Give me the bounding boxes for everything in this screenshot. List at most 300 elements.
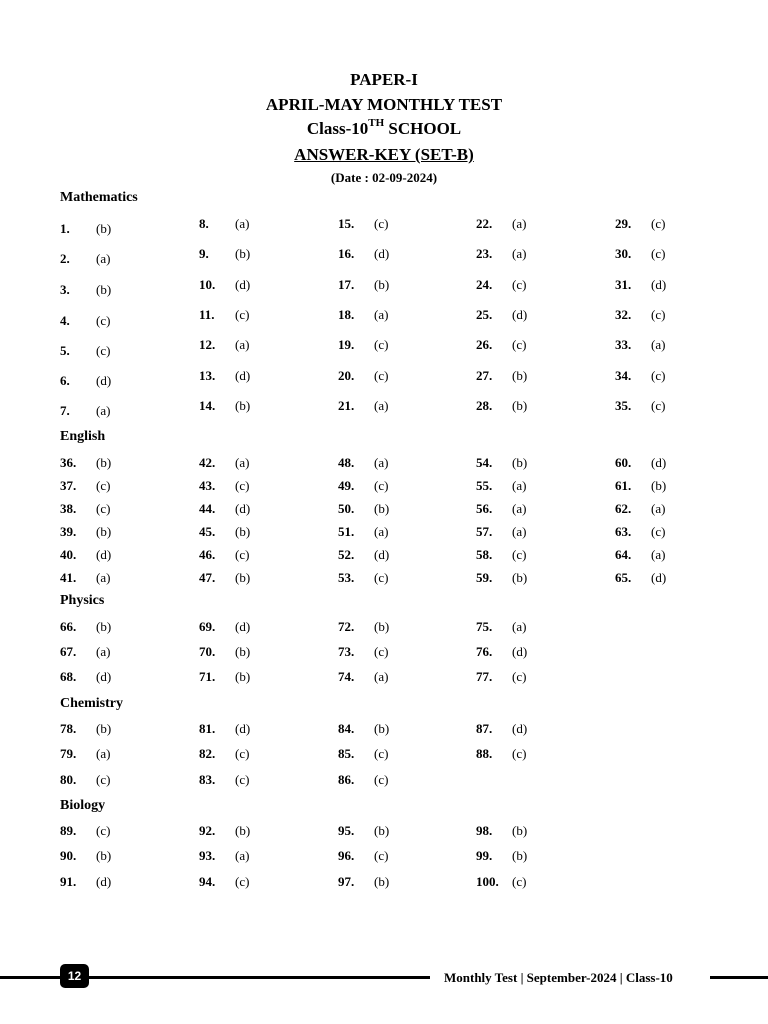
question-number: 1. <box>60 221 70 236</box>
answer-option: (a) <box>96 403 111 418</box>
question-number: 67. <box>60 644 77 659</box>
answer-key-label: ANSWER-KEY (SET-B) <box>294 145 474 164</box>
question-number: 33. <box>615 337 632 352</box>
answer-item <box>199 246 251 262</box>
question-number: 51. <box>338 524 355 539</box>
answer-item <box>476 823 528 839</box>
answer-item <box>338 277 390 293</box>
answer-item <box>199 874 250 890</box>
question-number: 65. <box>615 570 632 585</box>
answer-option: (d) <box>374 547 390 562</box>
answer-item <box>476 368 528 384</box>
answer-option: (b) <box>374 874 390 889</box>
answer-item <box>476 746 527 762</box>
answer-item <box>615 547 666 563</box>
answer-item <box>476 277 527 293</box>
answer-option: (c) <box>374 216 389 231</box>
answer-item <box>615 337 666 353</box>
answer-option: (d) <box>651 455 667 470</box>
date-line: (Date : 02-09-2024) <box>330 170 438 185</box>
answer-option: (c) <box>235 746 250 761</box>
answer-option: (b) <box>374 277 390 292</box>
answer-option: (b) <box>96 282 112 297</box>
answer-option: (c) <box>235 307 250 322</box>
test-name: APRIL-MAY MONTHLY TEST <box>265 95 503 114</box>
answer-item <box>60 721 112 737</box>
answer-item <box>615 307 666 323</box>
question-number: 63. <box>615 524 632 539</box>
answer-item <box>476 570 528 586</box>
question-number: 71. <box>199 669 216 684</box>
question-number: 100. <box>476 874 499 889</box>
answer-item <box>60 644 111 660</box>
answer-item <box>60 501 111 517</box>
question-number: 38. <box>60 501 77 516</box>
answer-item <box>476 524 527 540</box>
answer-option: (a) <box>374 455 389 470</box>
question-number: 41. <box>60 570 77 585</box>
question-number: 92. <box>199 823 216 838</box>
question-number: 43. <box>199 478 216 493</box>
answer-option: (d) <box>96 669 112 684</box>
question-number: 74. <box>338 669 355 684</box>
answer-option: (c) <box>651 307 666 322</box>
question-number: 26. <box>476 337 493 352</box>
answer-item <box>338 746 389 762</box>
answer-option: (c) <box>96 478 111 493</box>
answer-item <box>60 221 112 237</box>
question-number: 24. <box>476 277 493 292</box>
answer-item <box>199 823 251 839</box>
question-number: 14. <box>199 398 216 413</box>
answer-option: (c) <box>512 547 527 562</box>
answer-item <box>338 524 389 540</box>
answer-item <box>338 368 389 384</box>
answer-option: (c) <box>374 337 389 352</box>
answer-item <box>476 307 528 323</box>
question-number: 60. <box>615 455 632 470</box>
question-number: 84. <box>338 721 355 736</box>
answer-item <box>338 216 389 232</box>
answer-option: (a) <box>651 547 666 562</box>
answer-item <box>60 619 112 635</box>
answer-item <box>615 246 666 262</box>
question-number: 73. <box>338 644 355 659</box>
question-number: 16. <box>338 246 355 261</box>
question-number: 97. <box>338 874 355 889</box>
answer-item <box>199 772 250 788</box>
answer-option: (a) <box>374 669 389 684</box>
answer-option: (a) <box>235 455 250 470</box>
answer-item <box>60 746 111 762</box>
question-number: 88. <box>476 746 493 761</box>
answer-option: (c) <box>96 313 111 328</box>
answer-option: (c) <box>374 848 389 863</box>
question-number: 59. <box>476 570 493 585</box>
answer-option: (c) <box>374 644 389 659</box>
question-number: 70. <box>199 644 216 659</box>
question-number: 11. <box>199 307 215 322</box>
answer-item <box>338 669 389 685</box>
answer-option: (b) <box>512 848 528 863</box>
answer-item <box>476 547 527 563</box>
question-number: 98. <box>476 823 493 838</box>
answer-option: (b) <box>651 478 667 493</box>
answer-option: (c) <box>512 669 527 684</box>
question-number: 10. <box>199 277 216 292</box>
class-superscript: TH <box>368 117 385 129</box>
answer-item <box>199 501 251 517</box>
answer-item <box>615 398 666 414</box>
answer-option: (c) <box>235 874 250 889</box>
question-number: 44. <box>199 501 216 516</box>
answer-option: (a) <box>96 644 111 659</box>
question-number: 89. <box>60 823 77 838</box>
answer-item <box>60 343 111 359</box>
question-number: 29. <box>615 216 632 231</box>
question-number: 72. <box>338 619 355 634</box>
page-number-badge: 12 <box>60 964 89 988</box>
answer-option: (d) <box>651 277 667 292</box>
answer-option: (a) <box>651 337 666 352</box>
question-number: 57. <box>476 524 493 539</box>
answer-option: (c) <box>96 501 111 516</box>
answer-item <box>338 398 389 414</box>
question-number: 53. <box>338 570 355 585</box>
question-number: 87. <box>476 721 493 736</box>
answer-option: (d) <box>512 307 528 322</box>
answer-item <box>60 478 111 494</box>
answer-option: (a) <box>374 524 389 539</box>
answer-option: (a) <box>651 501 666 516</box>
answer-item <box>338 644 389 660</box>
question-number: 19. <box>338 337 355 352</box>
answer-item <box>615 455 667 471</box>
question-number: 77. <box>476 669 493 684</box>
answer-option: (c) <box>651 524 666 539</box>
answer-option: (b) <box>512 570 528 585</box>
answer-item <box>199 848 250 864</box>
answer-option: (a) <box>235 216 250 231</box>
answer-option: (c) <box>651 216 666 231</box>
answer-item <box>338 337 389 353</box>
answer-option: (a) <box>374 398 389 413</box>
answer-item <box>338 478 389 494</box>
question-number: 93. <box>199 848 216 863</box>
answer-item <box>199 644 251 660</box>
answer-option: (b) <box>96 524 112 539</box>
question-number: 52. <box>338 547 355 562</box>
answer-option: (b) <box>235 398 251 413</box>
question-number: 40. <box>60 547 77 562</box>
answer-option: (a) <box>512 619 527 634</box>
answer-option: (a) <box>512 501 527 516</box>
answer-option: (b) <box>235 570 251 585</box>
answer-option: (d) <box>235 619 251 634</box>
answer-option: (c) <box>374 772 389 787</box>
answer-option: (b) <box>235 669 251 684</box>
answer-item <box>199 307 250 323</box>
question-number: 32. <box>615 307 632 322</box>
answer-option: (c) <box>235 478 250 493</box>
class-line <box>0 119 768 139</box>
answer-item <box>338 570 389 586</box>
answer-item <box>199 746 250 762</box>
question-number: 95. <box>338 823 355 838</box>
footer-rule-right <box>710 976 768 979</box>
answer-item <box>338 619 390 635</box>
answer-option: (b) <box>512 823 528 838</box>
question-number: 30. <box>615 246 632 261</box>
answer-item <box>615 570 667 586</box>
answer-item <box>476 501 527 517</box>
question-number: 13. <box>199 368 216 383</box>
question-number: 5. <box>60 343 70 358</box>
answer-option: (d) <box>96 373 112 388</box>
answer-option: (c) <box>235 772 250 787</box>
question-number: 47. <box>199 570 216 585</box>
answer-option: (b) <box>374 501 390 516</box>
answer-item <box>476 669 527 685</box>
answer-item <box>476 398 528 414</box>
question-number: 31. <box>615 277 632 292</box>
answer-item <box>60 874 112 890</box>
answer-item <box>60 524 112 540</box>
question-number: 3. <box>60 282 70 297</box>
answer-option: (b) <box>374 721 390 736</box>
question-number: 15. <box>338 216 355 231</box>
answer-option: (d) <box>96 547 112 562</box>
section-title: Chemistry <box>60 696 123 711</box>
question-number: 50. <box>338 501 355 516</box>
question-number: 21. <box>338 398 355 413</box>
answer-item <box>338 246 390 262</box>
section-title: English <box>60 429 106 444</box>
answer-item <box>199 337 250 353</box>
answer-item <box>60 313 111 329</box>
answer-item <box>476 644 528 660</box>
question-number: 9. <box>199 246 209 261</box>
section-title: Biology <box>60 798 106 813</box>
answer-item <box>615 524 666 540</box>
answer-option: (b) <box>96 619 112 634</box>
question-number: 34. <box>615 368 632 383</box>
answer-option: (d) <box>651 570 667 585</box>
answer-item <box>615 216 666 232</box>
answer-option: (a) <box>512 246 527 261</box>
question-number: 68. <box>60 669 77 684</box>
answer-option: (b) <box>96 721 112 736</box>
answer-item <box>199 398 251 414</box>
question-number: 7. <box>60 403 70 418</box>
answer-item <box>615 277 667 293</box>
answer-item <box>60 848 112 864</box>
question-number: 4. <box>60 313 70 328</box>
answer-option: (c) <box>374 368 389 383</box>
answer-option: (d) <box>235 277 251 292</box>
answer-key-title <box>0 145 768 165</box>
question-number: 83. <box>199 772 216 787</box>
question-number: 79. <box>60 746 77 761</box>
answer-option: (d) <box>96 874 112 889</box>
question-number: 42. <box>199 455 216 470</box>
question-number: 99. <box>476 848 493 863</box>
answer-item <box>338 455 389 471</box>
answer-option: (a) <box>235 848 250 863</box>
answer-item <box>476 216 527 232</box>
answer-item <box>199 277 251 293</box>
question-number: 35. <box>615 398 632 413</box>
answer-option: (b) <box>96 221 112 236</box>
answer-item <box>199 669 251 685</box>
answer-option: (d) <box>235 368 251 383</box>
answer-item <box>199 216 250 232</box>
answer-option: (c) <box>512 746 527 761</box>
answer-item <box>476 619 527 635</box>
answer-item <box>199 478 250 494</box>
footer-text: Monthly Test | September-2024 | Class-10 <box>444 970 673 985</box>
section-title: Mathematics <box>60 190 138 205</box>
answer-item <box>338 721 390 737</box>
answer-option: (c) <box>651 398 666 413</box>
answer-option: (b) <box>235 524 251 539</box>
question-number: 37. <box>60 478 77 493</box>
question-number: 86. <box>338 772 355 787</box>
answer-item <box>199 524 251 540</box>
question-number: 23. <box>476 246 493 261</box>
question-number: 25. <box>476 307 493 322</box>
answer-item <box>338 307 389 323</box>
answer-option: (b) <box>96 848 112 863</box>
answer-option: (a) <box>512 478 527 493</box>
answer-item <box>199 721 251 737</box>
question-number: 85. <box>338 746 355 761</box>
question-number: 12. <box>199 337 216 352</box>
answer-option: (d) <box>512 644 528 659</box>
question-number: 66. <box>60 619 77 634</box>
answer-item <box>199 547 250 563</box>
answer-item <box>60 547 112 563</box>
question-number: 90. <box>60 848 77 863</box>
answer-item <box>476 455 528 471</box>
question-number: 58. <box>476 547 493 562</box>
question-number: 45. <box>199 524 216 539</box>
question-number: 54. <box>476 455 493 470</box>
question-number: 62. <box>615 501 632 516</box>
answer-item <box>60 823 111 839</box>
question-number: 64. <box>615 547 632 562</box>
answer-option: (b) <box>235 644 251 659</box>
question-number: 94. <box>199 874 216 889</box>
question-number: 22. <box>476 216 493 231</box>
answer-item <box>338 501 390 517</box>
answer-option: (c) <box>512 337 527 352</box>
answer-item <box>338 547 390 563</box>
answer-option: (d) <box>235 721 251 736</box>
question-number: 56. <box>476 501 493 516</box>
question-number: 75. <box>476 619 493 634</box>
answer-item <box>476 478 527 494</box>
question-number: 78. <box>60 721 77 736</box>
answer-item <box>615 368 666 384</box>
class-prefix: Class-10 <box>306 119 369 138</box>
answer-item <box>60 455 112 471</box>
answer-item <box>476 848 528 864</box>
question-number: 96. <box>338 848 355 863</box>
answer-item <box>199 368 251 384</box>
question-number: 28. <box>476 398 493 413</box>
answer-item <box>60 373 112 389</box>
answer-option: (b) <box>374 823 390 838</box>
answer-option: (a) <box>235 337 250 352</box>
paper-title: PAPER-I <box>350 70 418 89</box>
answer-item <box>338 772 389 788</box>
question-number: 80. <box>60 772 77 787</box>
question-number: 82. <box>199 746 216 761</box>
answer-option: (c) <box>96 823 111 838</box>
answer-item <box>60 570 111 586</box>
answer-item <box>60 282 112 298</box>
answer-option: (d) <box>235 501 251 516</box>
answer-option: (c) <box>96 343 111 358</box>
answer-item <box>338 848 389 864</box>
answer-option: (b) <box>235 246 251 261</box>
answer-option: (c) <box>96 772 111 787</box>
answer-option: (b) <box>512 455 528 470</box>
answer-option: (c) <box>512 874 527 889</box>
section-title: Physics <box>60 593 105 608</box>
answer-option: (a) <box>96 746 111 761</box>
answer-item <box>338 874 390 890</box>
question-number: 48. <box>338 455 355 470</box>
question-number: 2. <box>60 251 70 266</box>
answer-option: (b) <box>374 619 390 634</box>
question-number: 46. <box>199 547 216 562</box>
answer-item <box>615 478 667 494</box>
answer-option: (a) <box>96 570 111 585</box>
class-suffix: SCHOOL <box>384 119 462 138</box>
answer-item <box>476 337 527 353</box>
answer-option: (b) <box>512 398 528 413</box>
question-number: 49. <box>338 478 355 493</box>
answer-option: (d) <box>374 246 390 261</box>
question-number: 20. <box>338 368 355 383</box>
answer-item <box>476 874 527 890</box>
answer-item <box>338 823 390 839</box>
question-number: 55. <box>476 478 493 493</box>
answer-item <box>60 251 111 267</box>
question-number: 76. <box>476 644 493 659</box>
answer-option: (c) <box>374 478 389 493</box>
answer-item <box>60 669 112 685</box>
question-number: 27. <box>476 368 493 383</box>
question-number: 8. <box>199 216 209 231</box>
answer-option: (c) <box>374 570 389 585</box>
question-number: 6. <box>60 373 70 388</box>
answer-option: (c) <box>651 368 666 383</box>
question-number: 69. <box>199 619 216 634</box>
question-number: 39. <box>60 524 77 539</box>
answer-option: (c) <box>374 746 389 761</box>
answer-option: (a) <box>512 524 527 539</box>
answer-option: (a) <box>374 307 389 322</box>
answer-option: (b) <box>512 368 528 383</box>
answer-item <box>199 455 250 471</box>
answer-option: (a) <box>512 216 527 231</box>
answer-item <box>476 246 527 262</box>
answer-option: (b) <box>96 455 112 470</box>
question-number: 36. <box>60 455 77 470</box>
